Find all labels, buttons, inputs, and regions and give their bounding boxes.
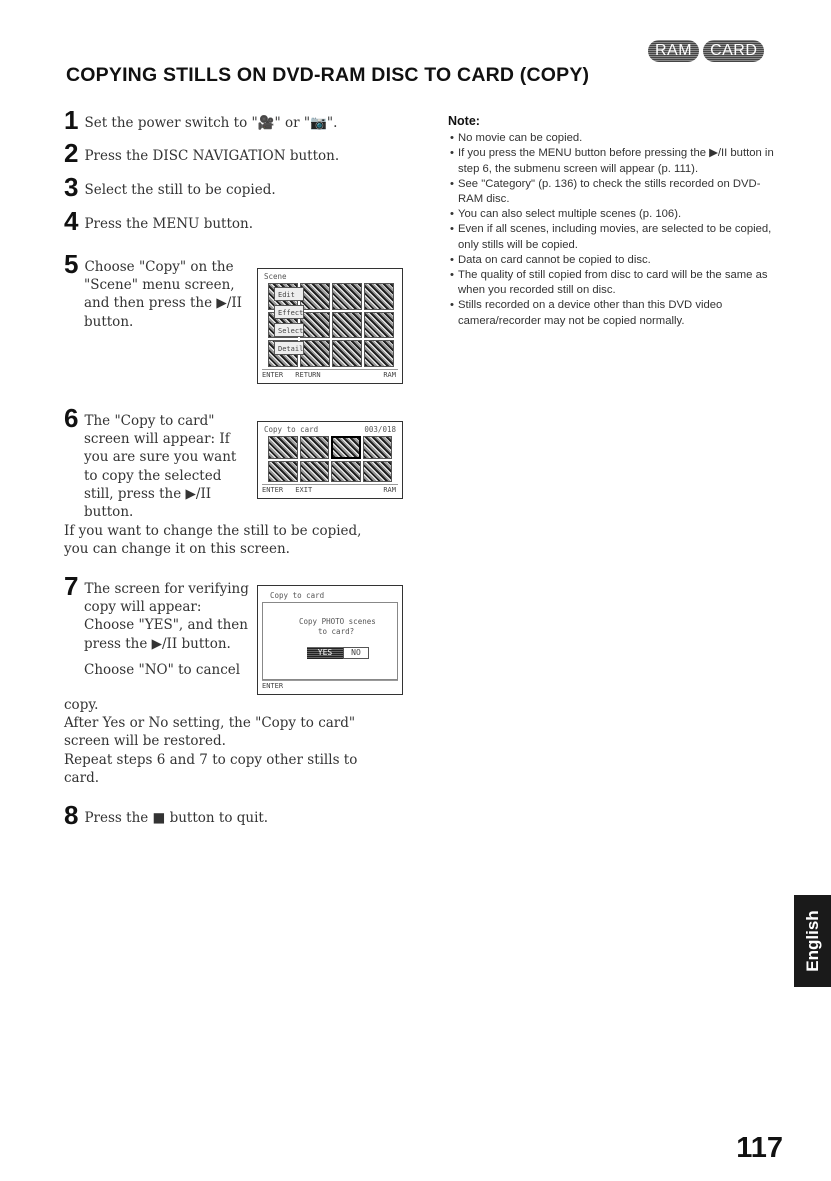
step-number: 7 [64,571,79,601]
thumbnail [364,283,394,310]
after-step7-text [64,696,357,787]
step-text-line: The screen for verifying [84,581,249,597]
step-text-line: still, press the ▶/II [84,485,212,502]
confirm-message: Copy PHOTO scenes [299,617,376,626]
enter-label: ENTER [262,486,284,494]
note-item: • Stills recorded on a device other than this DVD video camera/recorder may not be copied normally. [448,298,783,328]
step-2 [64,138,340,168]
step-number: 6 [64,403,79,433]
note-item: • No movie can be copied. [448,131,783,146]
screen-status-bar [262,680,398,691]
copy-confirm-screen [257,585,403,695]
scene-menu-screen [257,268,403,384]
thumbnail-grid[interactable] [268,436,392,482]
thumbnail [364,312,394,339]
step-text-line: button. [84,504,134,521]
text-line: card. [64,769,99,786]
step-text-line: to copy the selected [84,467,222,484]
step-7 [64,571,264,679]
card-badge: CARD [703,40,764,62]
step-number: 2 [64,138,79,168]
thumbnail [300,283,330,310]
screen-status-bar [262,369,398,380]
return-label: RETURN [295,371,321,379]
page-title: COPYING STILLS ON DVD-RAM DISC TO CARD (COPY) [66,64,590,86]
step-3 [64,172,276,202]
step-4 [64,206,254,236]
no-button[interactable]: NO [343,647,369,659]
thumbnail-selected[interactable] [331,436,361,459]
step-text-line: screen will appear: If [84,431,230,448]
dialog-box [262,602,398,680]
exit-label: EXIT [295,486,313,494]
text-line: copy. [64,697,99,713]
text-line: If you want to change the still to be copied, [64,523,362,539]
step-text: Press the ■ button to quit. [84,810,269,826]
step-number: 3 [64,172,79,202]
yes-button[interactable]: YES [307,647,343,659]
ram-badge: RAM [648,40,699,62]
screen-title: Copy to card [270,591,325,600]
menu-item-effect[interactable]: Effect [274,305,304,319]
step-text-line: Choose "NO" to cancel [84,661,241,678]
thumbnail [332,340,362,367]
note-item: • You can also select multiple scenes (p. 106). [448,207,783,222]
note-item: • See "Category" (p. 136) to check the stills recorded on DVD-RAM disc. [448,177,783,207]
ram-label: RAM [383,486,396,494]
note-list [448,131,783,329]
step-text-line: copy will appear: [84,599,202,616]
thumbnail[interactable] [300,461,330,482]
step-number: 4 [64,206,79,236]
screen-title: Scene [264,272,287,281]
copy-to-card-screen [257,421,403,499]
note-title: Note: [448,114,480,128]
note-section [448,114,783,329]
enter-label: ENTER [262,682,284,690]
step-text-line: and then press the ▶/II [84,295,242,312]
note-item: • Even if all scenes, including movies, are selected to be copied, only stills will be copied. [448,222,783,252]
screen-status-bar [262,484,398,495]
step-text-line: Choose "YES", and then [84,617,248,634]
step-1 [64,105,338,135]
note-item: • If you press the MENU button before pressing the ▶/II button in step 6, the submenu screen will appear (p. 111). [448,146,783,176]
thumbnail [300,312,330,339]
thumbnail [364,340,394,367]
step-6 [64,403,264,521]
thumbnail [332,283,362,310]
thumbnail[interactable] [268,436,298,459]
menu-item-edit[interactable]: Edit [274,287,304,301]
thumbnail[interactable] [363,461,393,482]
enter-label: ENTER [262,371,284,379]
step-text: Press the MENU button. [84,216,254,232]
step-text-line: The "Copy to card" [84,413,215,429]
step-5 [64,249,264,331]
text-line: Repeat steps 6 and 7 to copy other stills to [64,751,358,768]
ram-label: RAM [383,371,396,379]
change-still-note [64,522,361,558]
thumbnail[interactable] [268,461,298,482]
thumbnail [300,340,330,367]
text-line: After Yes or No setting, the "Copy to card" [64,715,356,732]
note-item: • The quality of still copied from disc to card will be the same as when you recorded still on disc. [448,268,783,298]
step-text: Select the still to be copied. [84,182,276,198]
step-spacer [64,653,264,661]
step-text: Set the power switch to "🎥" or "📷". [84,115,338,131]
step-8 [64,800,269,830]
step-number: 8 [64,800,79,830]
screen-title: Copy to card [264,425,319,434]
confirm-message-2: to card? [318,627,355,636]
text-line: you can change it on this screen. [64,541,290,558]
thumbnail[interactable] [331,461,361,482]
step-text-line: "Scene" menu screen, [84,277,235,294]
step-text-line: Choose "Copy" on the [84,259,234,275]
step-text: Press the DISC NAVIGATION button. [84,148,340,164]
step-number: 5 [64,249,79,279]
language-tab [794,895,831,987]
note-item: • Data on card cannot be copied to disc. [448,253,783,268]
thumbnail[interactable] [363,436,393,459]
media-badges [648,40,764,62]
page-number: 117 [736,1132,783,1164]
thumbnail[interactable] [300,436,330,459]
step-text-line: you are sure you want [84,449,237,466]
menu-item-select[interactable]: Select [274,323,304,337]
step-number: 1 [64,105,79,135]
menu-item-detail[interactable]: Detail [274,341,304,355]
step-text-line: press the ▶/II button. [84,635,231,652]
language-label: English [802,910,822,972]
text-line: screen will be restored. [64,733,226,750]
thumbnail [332,312,362,339]
step-text-line: button. [84,313,134,330]
scene-counter: 003/018 [364,425,396,434]
